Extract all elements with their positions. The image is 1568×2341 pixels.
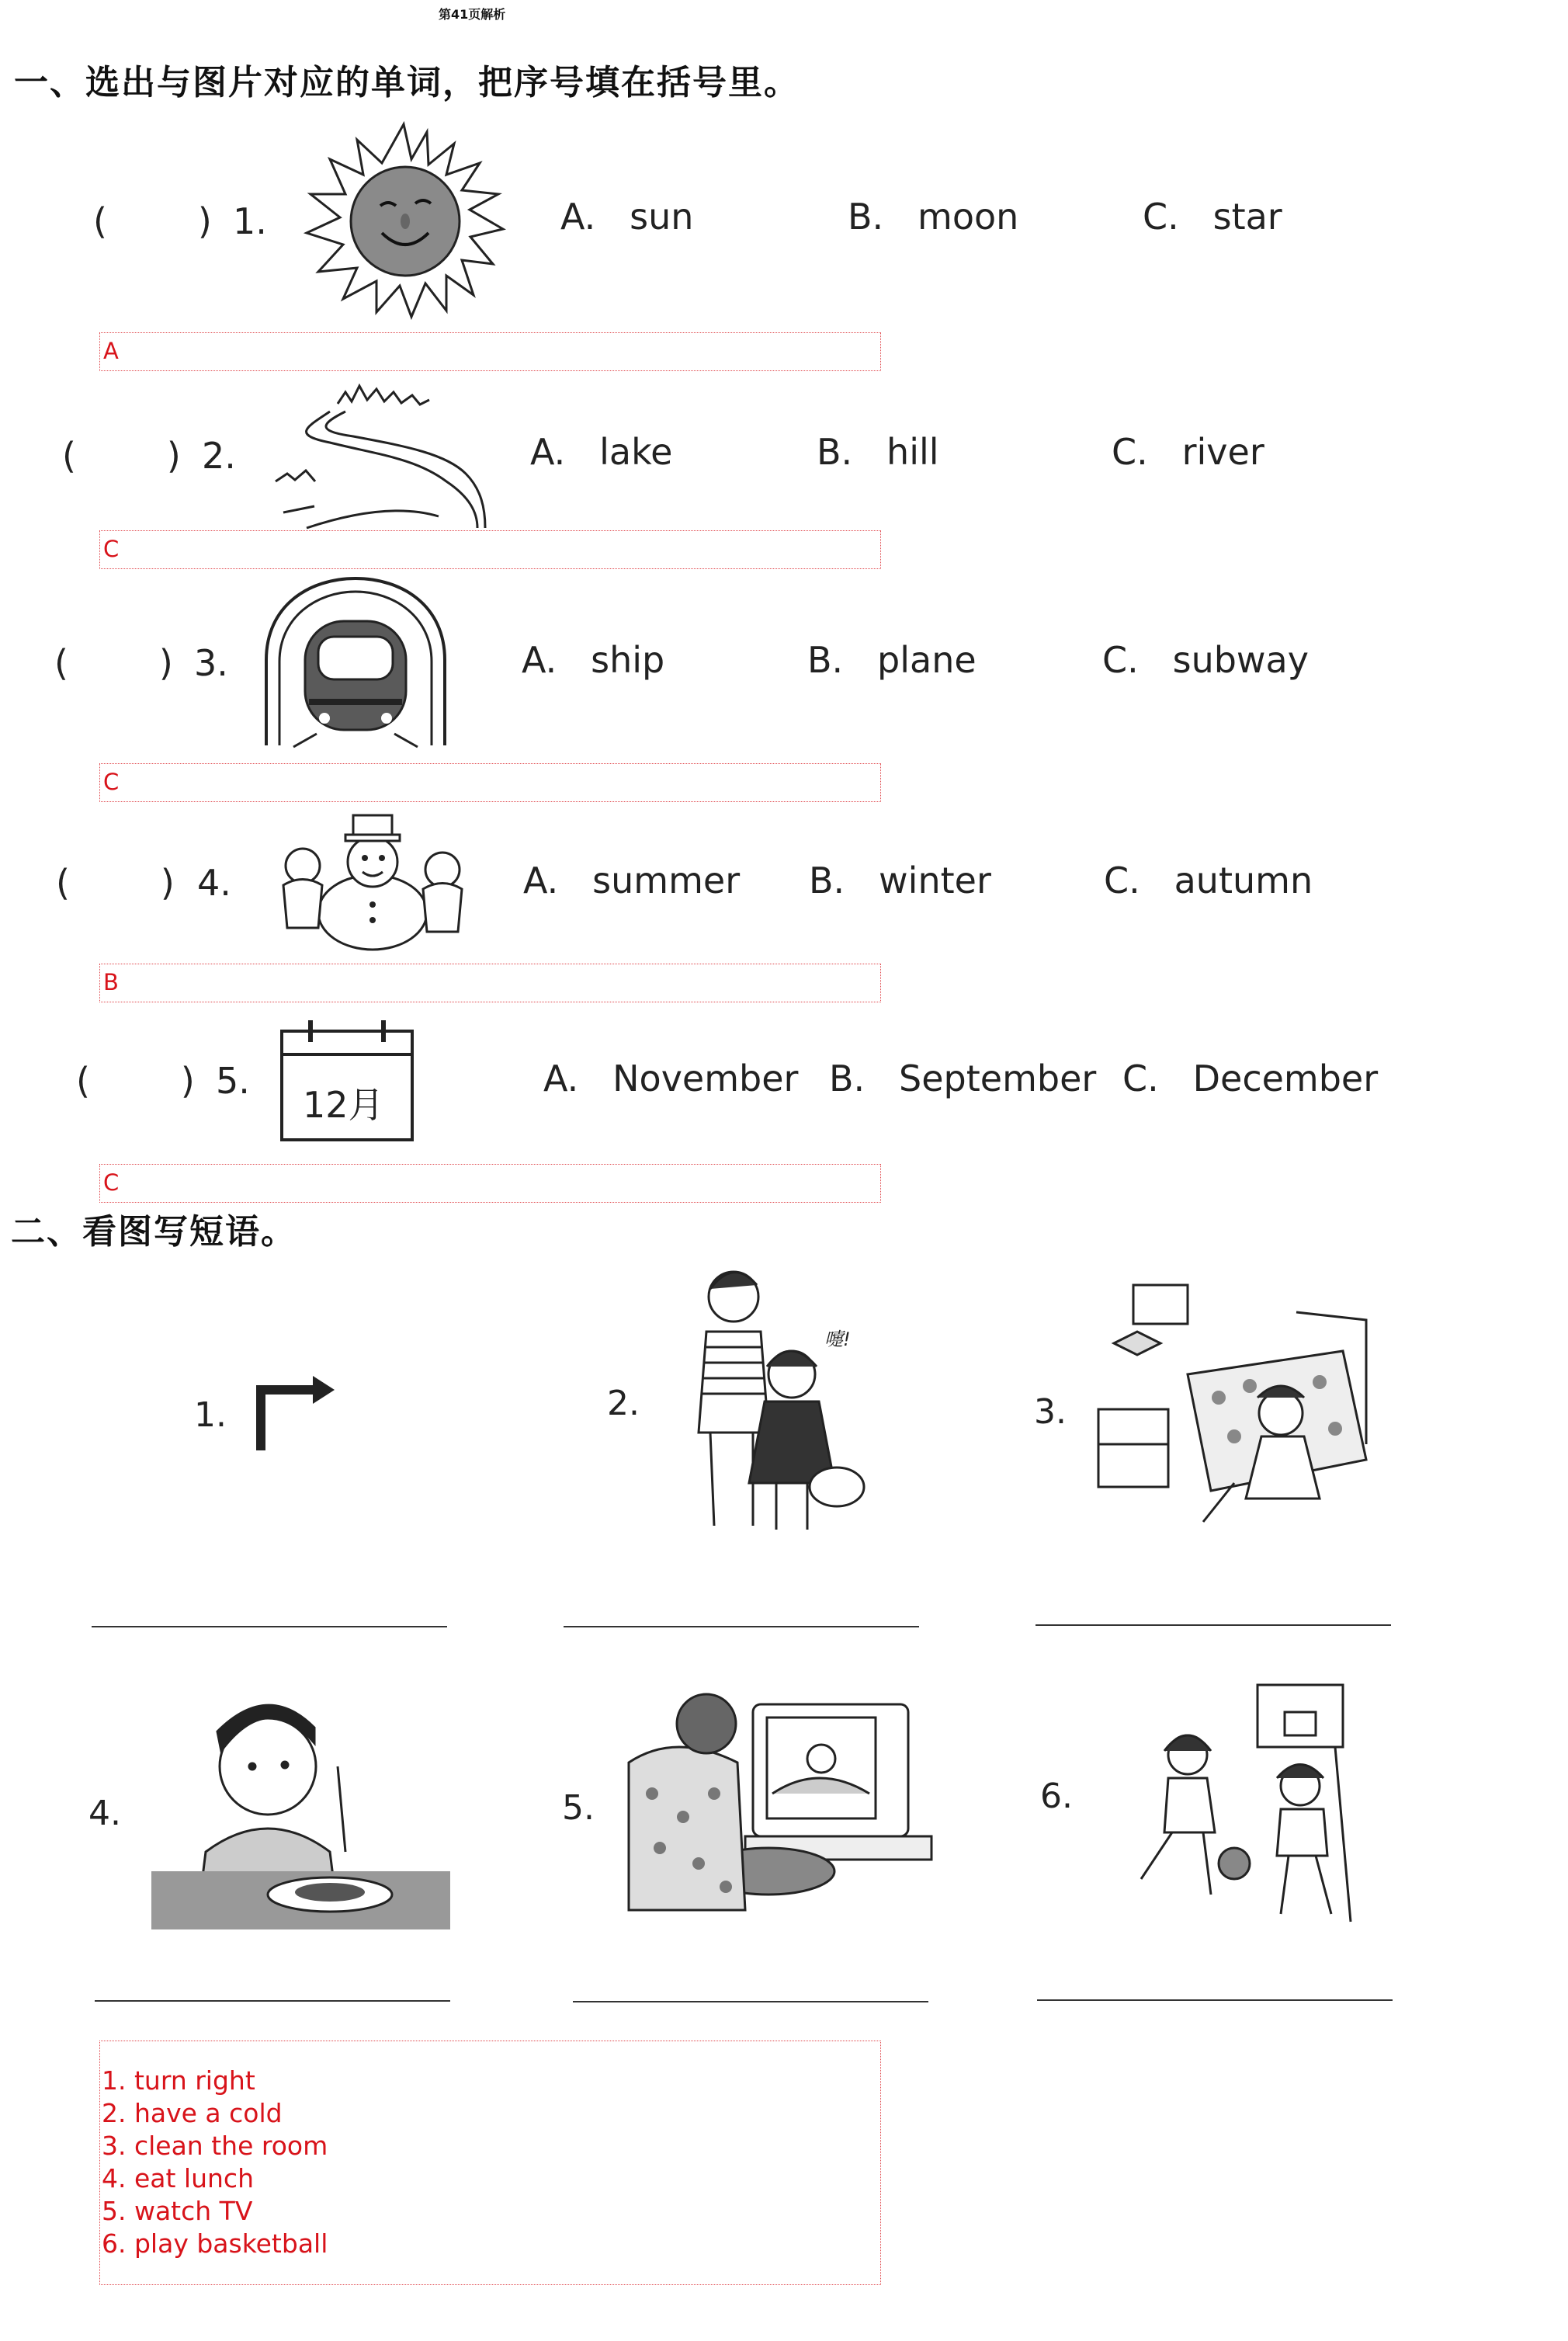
sun-picture	[295, 116, 512, 326]
q1-option-b: B. moon	[848, 196, 1019, 238]
q5-option-a: A. November	[543, 1058, 799, 1099]
section2-answer-list	[102, 2065, 876, 2260]
answer-line-5[interactable]	[573, 2001, 928, 2002]
snowman-children-picture	[268, 811, 477, 951]
q2-option-b: B. hill	[817, 431, 939, 473]
page-header: 第41页解析	[439, 7, 506, 22]
answer-line-4[interactable]	[95, 2000, 450, 2002]
q4-answer-box	[99, 964, 881, 1002]
q4-option-c: C. autumn	[1104, 860, 1313, 901]
subway-tunnel-picture	[262, 575, 449, 749]
answer-line-6[interactable]	[1037, 1999, 1393, 2001]
q4-option-b: B. winter	[809, 860, 991, 901]
q5-option-b: B. September	[829, 1058, 1097, 1099]
calendar-month-label: 12月	[303, 1084, 384, 1126]
q3-answer: C	[103, 769, 120, 795]
q3-option-c: C. subway	[1102, 639, 1309, 681]
pic2-number: 2.	[607, 1384, 640, 1423]
q4-option-a: A. summer	[523, 860, 741, 901]
answer-item: 5. watch TV	[102, 2196, 253, 2226]
girl-sneezing-picture	[668, 1258, 869, 1537]
answer-item: 3. clean the room	[102, 2131, 328, 2161]
q1-option-a: A. sun	[560, 196, 694, 238]
answer-item: 4. eat lunch	[102, 2163, 254, 2193]
q2-number: 2.	[202, 435, 236, 477]
answer-line-1[interactable]	[92, 1626, 447, 1627]
girl-cleaning-room-picture	[1094, 1281, 1374, 1545]
answer-line-2[interactable]	[564, 1626, 919, 1627]
pic4-number: 4.	[88, 1794, 121, 1833]
q3-answer-box	[99, 763, 881, 802]
q1-option-c: C. star	[1143, 196, 1282, 238]
section1-title: 一、选出与图片对应的单词，把序号填在括号里。	[14, 63, 800, 102]
q5-bracket: ( )	[76, 1060, 195, 1102]
answer-item: 2. have a cold	[102, 2098, 283, 2128]
pic5-number: 5.	[562, 1788, 595, 1828]
q5-number: 5.	[216, 1060, 250, 1102]
boy-eating-lunch-picture	[151, 1697, 450, 1929]
q3-option-a: A. ship	[522, 639, 665, 681]
answer-item: 6. play basketball	[102, 2228, 328, 2259]
section2-title: 二、看图写短语。	[11, 1212, 297, 1252]
boys-playing-basketball-picture	[1102, 1681, 1389, 1926]
answer-item: 1. turn right	[102, 2065, 255, 2096]
q5-option-c: C. December	[1122, 1058, 1379, 1099]
q2-option-a: A. lake	[530, 431, 673, 473]
answer-line-3[interactable]	[1036, 1624, 1391, 1626]
sneeze-caption: 嚏!	[824, 1329, 851, 1350]
q2-bracket: ( )	[62, 435, 181, 477]
river-picture	[260, 380, 485, 528]
q5-answer: C	[103, 1169, 120, 1196]
q3-number: 3.	[194, 642, 228, 684]
pic6-number: 6.	[1040, 1777, 1073, 1816]
q3-bracket: ( )	[54, 642, 173, 684]
q1-answer-box	[99, 332, 881, 371]
q3-option-b: B. plane	[807, 639, 977, 681]
section2-answer-box	[99, 2041, 881, 2285]
q4-number: 4.	[197, 862, 231, 904]
q2-option-c: C. river	[1112, 431, 1264, 473]
q1-answer: A	[103, 338, 119, 364]
q4-answer: B	[103, 969, 119, 995]
q5-answer-box	[99, 1164, 881, 1203]
q2-answer-box	[99, 530, 881, 569]
q4-bracket: ( )	[56, 862, 175, 904]
q1-bracket: ( )	[93, 200, 212, 242]
pic1-number: 1.	[194, 1395, 227, 1435]
q1-number: 1.	[233, 200, 267, 242]
pic3-number: 3.	[1034, 1392, 1067, 1432]
q2-answer: C	[103, 536, 120, 562]
watching-tv-picture	[613, 1685, 939, 1926]
turn-right-arrow-icon	[255, 1374, 336, 1452]
